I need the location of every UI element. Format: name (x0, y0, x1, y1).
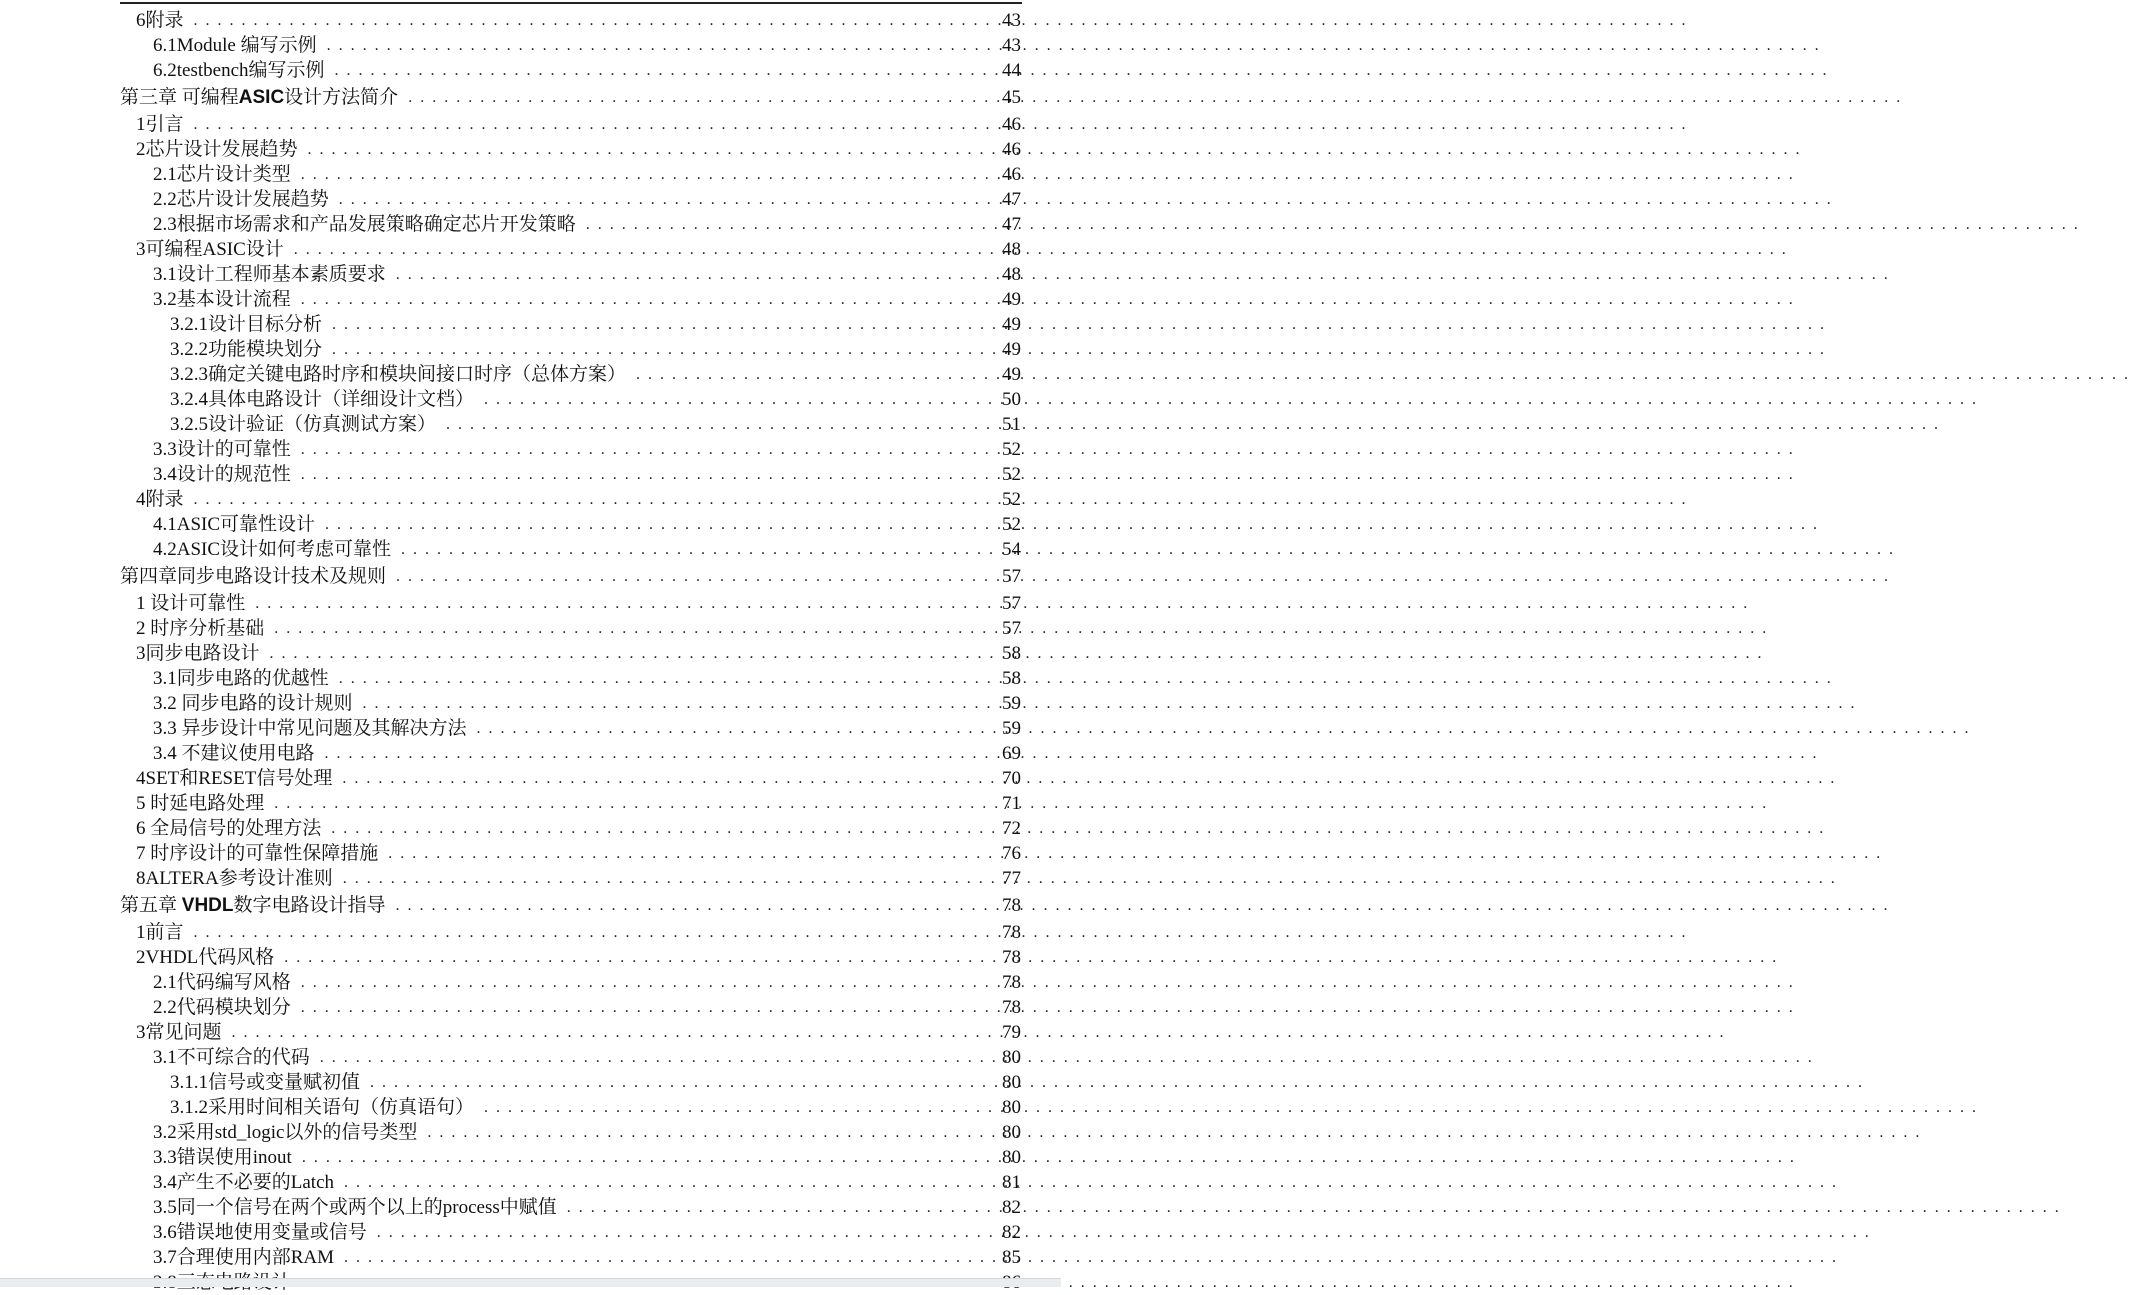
toc-page-number: 78 (973, 920, 1061, 945)
toc-page-number: 69 (973, 741, 1061, 766)
toc-entry[interactable] (0, 1020, 1061, 1045)
toc-page-number: 49 (973, 287, 1061, 312)
toc-entry[interactable] (0, 1170, 1061, 1195)
toc-entry-title: 1 设计可靠性 (136, 591, 255, 616)
toc-leader-dots (255, 591, 973, 616)
toc-page-number: 72 (973, 816, 1061, 841)
toc-entry[interactable] (0, 462, 1061, 487)
toc-entry-title: 3.4 不建议使用电路 (153, 741, 325, 766)
toc-leader-dots (396, 893, 973, 918)
toc-leader-dots (331, 816, 973, 841)
toc-entry-title: 3.1同步电路的优越性 (153, 666, 339, 691)
toc-entry-title: 4附录 (136, 487, 194, 512)
toc-entry[interactable] (0, 1070, 1061, 1095)
toc-leader-dots (408, 85, 973, 110)
toc-page-number: 48 (973, 262, 1061, 287)
document-page (0, 0, 1061, 1278)
toc-leader-dots (388, 841, 973, 866)
toc-page-number: 52 (973, 512, 1061, 537)
toc-entry-title: 3.1设计工程师基本素质要求 (153, 262, 396, 287)
toc-leader-dots (308, 137, 973, 162)
toc-chapter-entry[interactable] (0, 891, 1061, 920)
toc-page-number: 78 (973, 893, 1061, 918)
toc-entry[interactable] (0, 312, 1061, 337)
toc-page-number: 82 (973, 1195, 1061, 1220)
toc-leader-dots (339, 666, 973, 691)
toc-entry-title-bold: VHDL (181, 895, 234, 916)
toc-entry-title: 3.2.3确定关键电路时序和模块间接口时序（总体方案） (170, 362, 636, 387)
toc-leader-dots (270, 641, 973, 666)
toc-entry[interactable] (0, 616, 1061, 641)
toc-entry-title: 3.1.2采用时间相关语句（仿真语句） (170, 1095, 484, 1120)
toc-page-number: 78 (973, 970, 1061, 995)
toc-entry-title: 4SET和RESET信号处理 (136, 766, 342, 791)
toc-entry[interactable] (0, 1045, 1061, 1070)
toc-entry-title (120, 893, 396, 918)
toc-page-number: 57 (973, 616, 1061, 641)
toc-entry[interactable] (0, 666, 1061, 691)
toc-leader-dots (567, 1195, 973, 1220)
toc-leader-dots (320, 1045, 973, 1070)
toc-page-number: 79 (973, 1020, 1061, 1045)
toc-entry[interactable] (0, 287, 1061, 312)
toc-entry-title: 3.1.1信号或变量赋初值 (170, 1070, 370, 1095)
toc-entry-title: 3.1不可综合的代码 (153, 1045, 320, 1070)
toc-page-number: 78 (973, 995, 1061, 1020)
toc-entry-title-prefix: 第三章 可编程 (120, 87, 239, 108)
toc-entry-title: 2.1芯片设计类型 (153, 162, 301, 187)
toc-page-number: 45 (973, 85, 1061, 110)
toc-leader-dots (294, 237, 973, 262)
toc-page-number: 81 (973, 1170, 1061, 1195)
toc-leader-dots (325, 741, 973, 766)
toc-entry-title: 3.2基本设计流程 (153, 287, 301, 312)
toc-leader-dots (446, 412, 973, 437)
toc-page-number: 50 (973, 387, 1061, 412)
toc-page-number: 49 (973, 312, 1061, 337)
toc-page-number: 52 (973, 437, 1061, 462)
toc-entry-title: 3.2.5设计验证（仿真测试方案） (170, 412, 446, 437)
toc-leader-dots (194, 8, 973, 33)
toc-page-number: 80 (973, 1045, 1061, 1070)
toc-entry-title: 6.1Module 编写示例 (153, 33, 327, 58)
toc-entry[interactable] (0, 262, 1061, 287)
toc-entry[interactable] (0, 487, 1061, 512)
toc-leader-dots (396, 262, 973, 287)
toc-entry-title: 3.2.1设计目标分析 (170, 312, 332, 337)
toc-leader-dots (194, 112, 973, 137)
toc-chapter-entry[interactable] (0, 562, 1061, 591)
toc-entry-title: 4.2ASIC设计如何考虑可靠性 (153, 537, 401, 562)
toc-page-number: 80 (973, 1145, 1061, 1170)
toc-page-number: 57 (973, 591, 1061, 616)
toc-entry-title: 2.2代码模块划分 (153, 995, 301, 1020)
toc-page-number: 71 (973, 791, 1061, 816)
toc-entry-title: 2VHDL代码风格 (136, 945, 284, 970)
toc-leader-dots (274, 791, 973, 816)
toc-page-number: 80 (973, 1095, 1061, 1120)
toc-leader-dots (332, 312, 973, 337)
toc-leader-dots (484, 1095, 973, 1120)
toc-entry-title: 2芯片设计发展趋势 (136, 137, 308, 162)
toc-entry-title: 3.7合理使用内部RAM (153, 1245, 344, 1270)
toc-entry[interactable] (0, 33, 1061, 58)
toc-entry[interactable] (0, 591, 1061, 616)
toc-entry-title: 2.3根据市场需求和产品发展策略确定芯片开发策略 (153, 212, 586, 237)
toc-page-number: 82 (973, 1220, 1061, 1245)
toc-entry-title-suffix: 数字电路设计指导 (233, 895, 386, 916)
toc-entry[interactable] (0, 691, 1061, 716)
toc-entry-title-prefix: 第五章 (120, 895, 182, 916)
toc-entry-title: 3.4产生不必要的Latch (153, 1170, 344, 1195)
toc-entry-title: 2 时序分析基础 (136, 616, 274, 641)
toc-leader-dots (344, 1245, 973, 1270)
toc-entry[interactable] (0, 512, 1061, 537)
toc-leader-dots (301, 462, 973, 487)
toc-entry[interactable] (0, 920, 1061, 945)
toc-entry-title: 3.3设计的可靠性 (153, 437, 301, 462)
toc-leader-dots (232, 1020, 973, 1045)
toc-entry-title: 3.2.4具体电路设计（详细设计文档） (170, 387, 484, 412)
toc-entry[interactable] (0, 1120, 1061, 1145)
toc-entry-title: 2.1代码编写风格 (153, 970, 301, 995)
toc-entry[interactable] (0, 137, 1061, 162)
toc-entry-title (120, 85, 408, 110)
top-rule (120, 2, 1022, 4)
toc-entry[interactable] (0, 741, 1061, 766)
toc-page-number: 44 (973, 58, 1061, 83)
toc-leader-dots (636, 362, 973, 387)
toc-page-number: 58 (973, 641, 1061, 666)
toc-page-number: 59 (973, 691, 1061, 716)
toc-page-number: 52 (973, 462, 1061, 487)
toc-entry[interactable] (0, 945, 1061, 970)
toc-entry-title: 3.2.2功能模块划分 (170, 337, 332, 362)
toc-entry-title: 6附录 (136, 8, 194, 33)
toc-entry-title: 3.6错误地使用变量或信号 (153, 1220, 377, 1245)
toc-chapter-entry[interactable] (0, 83, 1061, 112)
toc-leader-dots (194, 487, 973, 512)
toc-leader-dots (301, 995, 973, 1020)
toc-entry[interactable] (0, 1195, 1061, 1220)
toc-entry[interactable] (0, 791, 1061, 816)
toc-leader-dots (327, 33, 973, 58)
toc-entry[interactable] (0, 1095, 1061, 1120)
toc-leader-dots (274, 616, 973, 641)
toc-entry[interactable] (0, 58, 1061, 83)
toc-entry[interactable] (0, 212, 1061, 237)
toc-leader-dots (586, 212, 973, 237)
toc-page-number: 46 (973, 112, 1061, 137)
toc-page-number: 47 (973, 187, 1061, 212)
toc-entry[interactable] (0, 1245, 1061, 1270)
toc-entry[interactable] (0, 362, 1061, 387)
toc-leader-dots (194, 920, 973, 945)
toc-leader-dots (302, 1145, 973, 1170)
toc-entry[interactable] (0, 337, 1061, 362)
toc-entry-title: 7 时序设计的可靠性保障措施 (136, 841, 388, 866)
toc-leader-dots (484, 387, 973, 412)
table-of-contents (0, 8, 1061, 1295)
toc-entry[interactable] (0, 437, 1061, 462)
toc-entry[interactable] (0, 8, 1061, 33)
toc-leader-dots (401, 537, 973, 562)
toc-leader-dots (335, 58, 973, 83)
toc-entry[interactable] (0, 766, 1061, 791)
toc-leader-dots (477, 716, 973, 741)
toc-entry-title: 5 时延电路处理 (136, 791, 274, 816)
toc-entry[interactable] (0, 995, 1061, 1020)
toc-entry-title-bold: ASIC (238, 87, 285, 108)
toc-page-number: 51 (973, 412, 1061, 437)
toc-entry-title: 第四章同步电路设计技术及规则 (120, 564, 396, 589)
toc-entry-title: 3同步电路设计 (136, 641, 270, 666)
toc-page-number: 43 (973, 8, 1061, 33)
toc-leader-dots (396, 564, 973, 589)
toc-entry[interactable] (0, 387, 1061, 412)
toc-entry-title: 8ALTERA参考设计准则 (136, 866, 343, 891)
toc-page-number: 57 (973, 564, 1061, 589)
toc-entry-title: 6 全局信号的处理方法 (136, 816, 331, 841)
toc-entry[interactable] (0, 187, 1061, 212)
toc-leader-dots (344, 1170, 973, 1195)
toc-leader-dots (342, 766, 973, 791)
toc-leader-dots (301, 970, 973, 995)
toc-entry-title: 1引言 (136, 112, 194, 137)
toc-entry-title: 3.2采用std_logic以外的信号类型 (153, 1120, 427, 1145)
toc-entry[interactable] (0, 537, 1061, 562)
toc-page-number: 49 (973, 337, 1061, 362)
toc-entry[interactable] (0, 162, 1061, 187)
toc-page-number: 59 (973, 716, 1061, 741)
toc-leader-dots (301, 162, 973, 187)
toc-page-number: 70 (973, 766, 1061, 791)
toc-page-number: 80 (973, 1120, 1061, 1145)
toc-entry-title: 1前言 (136, 920, 194, 945)
toc-entry-title: 2.2芯片设计发展趋势 (153, 187, 339, 212)
toc-entry-title: 3.3错误使用inout (153, 1145, 302, 1170)
toc-leader-dots (343, 866, 973, 891)
toc-page-number: 49 (973, 362, 1061, 387)
toc-leader-dots (301, 437, 973, 462)
toc-page-number: 54 (973, 537, 1061, 562)
toc-entry[interactable] (0, 412, 1061, 437)
toc-entry-title: 3.2 同步电路的设计规则 (153, 691, 363, 716)
toc-page-number: 48 (973, 237, 1061, 262)
toc-entry-title: 4.1ASIC可靠性设计 (153, 512, 325, 537)
toc-entry[interactable] (0, 816, 1061, 841)
toc-leader-dots (284, 945, 973, 970)
toc-leader-dots (332, 337, 973, 362)
toc-entry-title: 3.4设计的规范性 (153, 462, 301, 487)
toc-entry-title: 3常见问题 (136, 1020, 232, 1045)
toc-entry[interactable] (0, 716, 1061, 741)
toc-leader-dots (301, 287, 973, 312)
toc-entry[interactable] (0, 1145, 1061, 1170)
toc-entry[interactable] (0, 1220, 1061, 1245)
toc-entry[interactable] (0, 970, 1061, 995)
toc-page-number: 85 (973, 1245, 1061, 1270)
toc-leader-dots (427, 1120, 973, 1145)
toc-entry-title: 3.3 异步设计中常见问题及其解决方法 (153, 716, 477, 741)
toc-page-number: 52 (973, 487, 1061, 512)
toc-leader-dots (325, 512, 973, 537)
toc-entry[interactable] (0, 641, 1061, 666)
toc-leader-dots (370, 1070, 973, 1095)
toc-page-number: 78 (973, 945, 1061, 970)
toc-leader-dots (363, 691, 973, 716)
toc-page-number: 46 (973, 137, 1061, 162)
toc-entry-title: 6.2testbench编写示例 (153, 58, 335, 83)
toc-entry-title: 3可编程ASIC设计 (136, 237, 294, 262)
toc-page-number: 47 (973, 212, 1061, 237)
toc-entry[interactable] (0, 841, 1061, 866)
toc-entry[interactable] (0, 866, 1061, 891)
toc-entry-title: 3.5同一个信号在两个或两个以上的process中赋值 (153, 1195, 567, 1220)
toc-page-number: 58 (973, 666, 1061, 691)
toc-entry[interactable] (0, 112, 1061, 137)
toc-page-number: 46 (973, 162, 1061, 187)
toc-entry[interactable] (0, 237, 1061, 262)
toc-page-number: 77 (973, 866, 1061, 891)
toc-leader-dots (377, 1220, 973, 1245)
toc-page-number: 43 (973, 33, 1061, 58)
toc-entry-title-suffix: 设计方法简介 (284, 87, 399, 108)
toc-leader-dots (339, 187, 973, 212)
toc-page-number: 76 (973, 841, 1061, 866)
viewer-bottom-bar (0, 1278, 1061, 1287)
toc-page-number: 80 (973, 1070, 1061, 1095)
